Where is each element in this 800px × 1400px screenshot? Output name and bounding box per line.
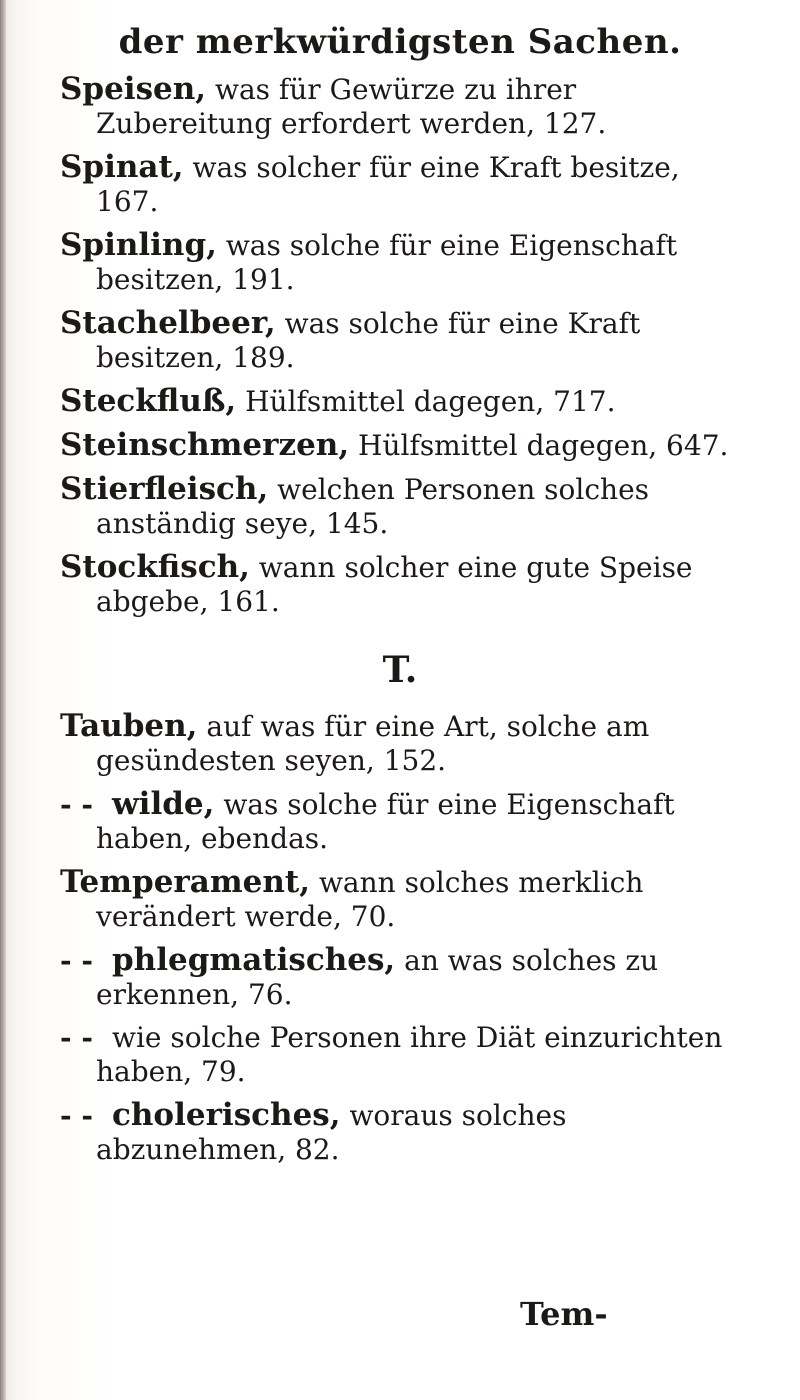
index-entry	[60, 306, 740, 375]
index-entry	[60, 709, 740, 778]
entry-headword: Speisen,	[60, 71, 207, 107]
running-head: der merkwürdigsten Sachen.	[118, 22, 682, 62]
index-entry	[60, 865, 740, 934]
index-entry	[60, 384, 740, 419]
entry-headword: Spinat,	[60, 149, 184, 185]
entry-text: was solche für eine Eigenschaft haben, ebendas.	[96, 788, 675, 855]
entry-text: was solche für eine Eigenschaft besitzen, 191.	[96, 229, 678, 296]
entry-headword: Steinschmerzen,	[60, 427, 350, 463]
entry-text: auf was für eine Art, solche am gesündesten seyen, 152.	[96, 710, 650, 777]
entry-text: Hülfsmittel dagegen, 717.	[245, 385, 616, 418]
ditto-dash: - -	[60, 1099, 93, 1132]
index-column	[60, 72, 740, 1176]
index-entry	[60, 550, 740, 619]
entry-headword: Stierfleisch,	[60, 471, 269, 507]
entry-headword: Stockfisch,	[60, 549, 250, 585]
entry-headword: phlegmatisches,	[112, 942, 396, 978]
ditto-dash: - -	[60, 788, 93, 821]
entry-text: Hülfsmittel dagegen, 647.	[358, 429, 729, 462]
index-section-s	[60, 72, 740, 619]
entry-text: wann solches merklich verändert werde, 70.	[96, 866, 644, 933]
page-binding-edge	[0, 0, 6, 1400]
index-entry	[60, 428, 740, 463]
entry-text: was für Gewürze zu ihrer Zubereitung erfordert werden, 127.	[96, 73, 607, 140]
entry-text: was solcher für eine Kraft besitze, 167.	[96, 151, 680, 218]
index-section-t	[60, 709, 740, 1167]
index-subentry	[60, 1098, 740, 1167]
index-entry	[60, 72, 740, 141]
entry-text: wie solche Personen ihre Diät einzurichten haben, 79.	[96, 1021, 723, 1088]
entry-text: welchen Personen solches anständig seye, 145.	[96, 473, 650, 540]
index-subentry	[60, 943, 740, 1012]
entry-headword: Spinling,	[60, 227, 217, 263]
entry-headword: Steckfluß,	[60, 383, 237, 419]
index-entry	[60, 150, 740, 219]
entry-text: woraus solches abzunehmen, 82.	[96, 1099, 567, 1166]
index-subentry	[60, 787, 740, 856]
section-letter: T.	[382, 649, 418, 691]
index-entry	[60, 228, 740, 297]
index-subentry	[60, 1021, 740, 1089]
entry-headword: Stachelbeer,	[60, 305, 276, 341]
entry-headword: cholerisches,	[112, 1097, 341, 1133]
ditto-dash: - -	[60, 1021, 93, 1054]
ditto-dash: - -	[60, 944, 93, 977]
entry-text: was solche für eine Kraft besitzen, 189.	[96, 307, 641, 374]
entry-headword: wilde,	[112, 786, 215, 822]
catchword: Tem-	[520, 1295, 608, 1333]
entry-text: an was solches zu erkennen, 76.	[96, 944, 659, 1011]
index-entry	[60, 472, 740, 541]
entry-headword: Temperament,	[60, 864, 311, 900]
entry-text: wann solcher eine gute Speise abgebe, 161.	[96, 551, 693, 618]
entry-headword: Tauben,	[60, 708, 198, 744]
